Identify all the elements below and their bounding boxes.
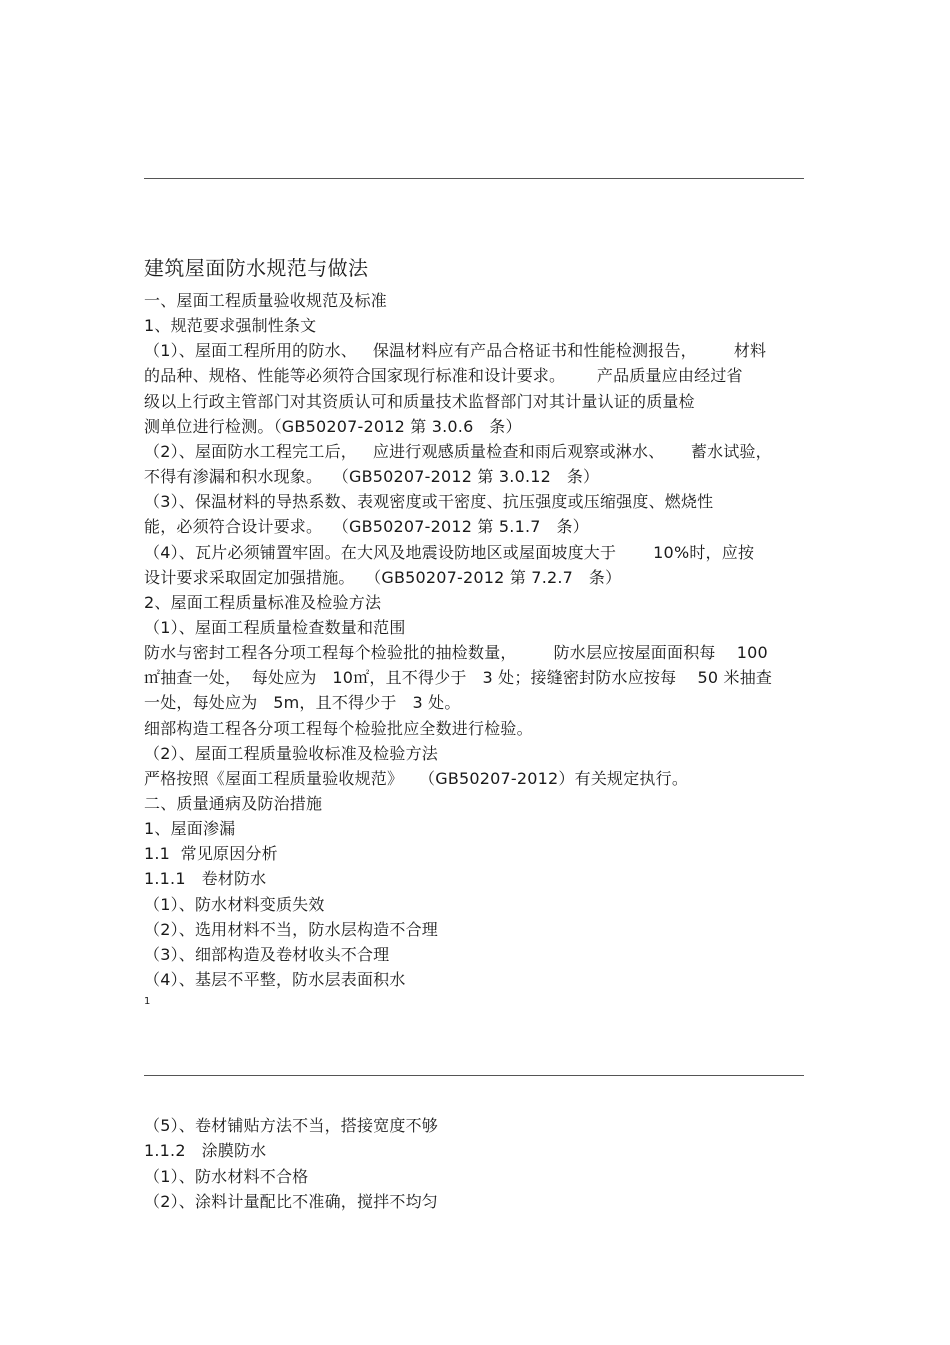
- text-line: 1、规范要求强制性条文: [144, 316, 317, 336]
- text-line: 2、屋面工程质量标准及检验方法: [144, 592, 382, 612]
- text-line: （2）、屋面防水工程完工后， 应进行观感质量检查和雨后观察或淋水、 蓄水试验，: [144, 441, 772, 461]
- text-line: 1.1 常见原因分析: [144, 844, 278, 864]
- text-line: （2）、选用材料不当，防水层构造不合理: [144, 919, 438, 939]
- page-number: 1: [144, 996, 151, 1007]
- text-line: 二、质量通病及防治措施: [144, 794, 323, 813]
- text-line: （1）、防水材料变质失效: [144, 894, 325, 914]
- text-line: （1）、防水材料不合格: [144, 1166, 309, 1186]
- text-line: （2）、屋面工程质量验收标准及检验方法: [144, 743, 438, 763]
- text-line: 能，必须符合设计要求。 （GB50207-2012 第 5.1.7 条）: [144, 517, 589, 537]
- text-line: 严格按照《屋面工程质量验收规范》 （GB50207-2012）有关规定执行。: [144, 768, 689, 788]
- text-line: 1.1.2 涂膜防水: [144, 1141, 267, 1161]
- text-line: 一、屋面工程质量验收规范及标准: [144, 291, 388, 310]
- text-line: 防水与密封工程各分项工程每个检验批的抽检数量， 防水层应按屋面面积每 100: [144, 643, 768, 663]
- text-line: （3）、保温材料的导热系数、表观密度或干密度、抗压强度或压缩强度、燃烧性: [144, 492, 714, 512]
- document-title: 建筑屋面防水规范与做法: [144, 256, 369, 280]
- page-break-rule: [144, 1075, 804, 1076]
- text-line: （2）、涂料计量配比不准确，搅拌不均匀: [144, 1191, 438, 1211]
- text-line: （4）、基层不平整，防水层表面积水: [144, 970, 406, 990]
- text-line: （4）、瓦片必须铺置牢固。在大风及地震设防地区或屋面坡度大于 10%时，应按: [144, 542, 755, 562]
- text-line: 级以上行政主管部门对其资质认可和质量技术监督部门对其计量认证的质量检: [144, 391, 695, 411]
- text-line: 细部构造工程各分项工程每个检验批应全数进行检验。: [144, 718, 533, 738]
- text-line: 一处，每处应为 5m，且不得少于 3 处。: [144, 693, 461, 713]
- text-line: 设计要求采取固定加强措施。 （GB50207-2012 第 7.2.7 条）: [144, 567, 622, 587]
- text-line: （3）、细部构造及卷材收头不合理: [144, 944, 390, 964]
- text-line: 测单位进行检测。（GB50207-2012 第 3.0.6 条）: [144, 416, 522, 436]
- text-line: ㎡抽查一处， 每处应为 10㎡，且不得少于 3 处；接缝密封防水应按每 50 米抽查: [144, 668, 773, 688]
- header-rule-top: [144, 178, 804, 179]
- text-line: 1、屋面渗漏: [144, 819, 236, 839]
- text-line: 1.1.1 卷材防水: [144, 869, 267, 889]
- text-line: 不得有渗漏和积水现象。 （GB50207-2012 第 3.0.12 条）: [144, 467, 600, 487]
- text-line: 的品种、规格、性能等必须符合国家现行标准和设计要求。 产品质量应由经过省: [144, 366, 743, 386]
- text-line: （1）、屋面工程质量检查数量和范围: [144, 617, 406, 637]
- text-line: （1）、屋面工程所用的防水、 保温材料应有产品合格证书和性能检测报告， 材料: [144, 341, 767, 361]
- text-line: （5）、卷材铺贴方法不当，搭接宽度不够: [144, 1116, 438, 1135]
